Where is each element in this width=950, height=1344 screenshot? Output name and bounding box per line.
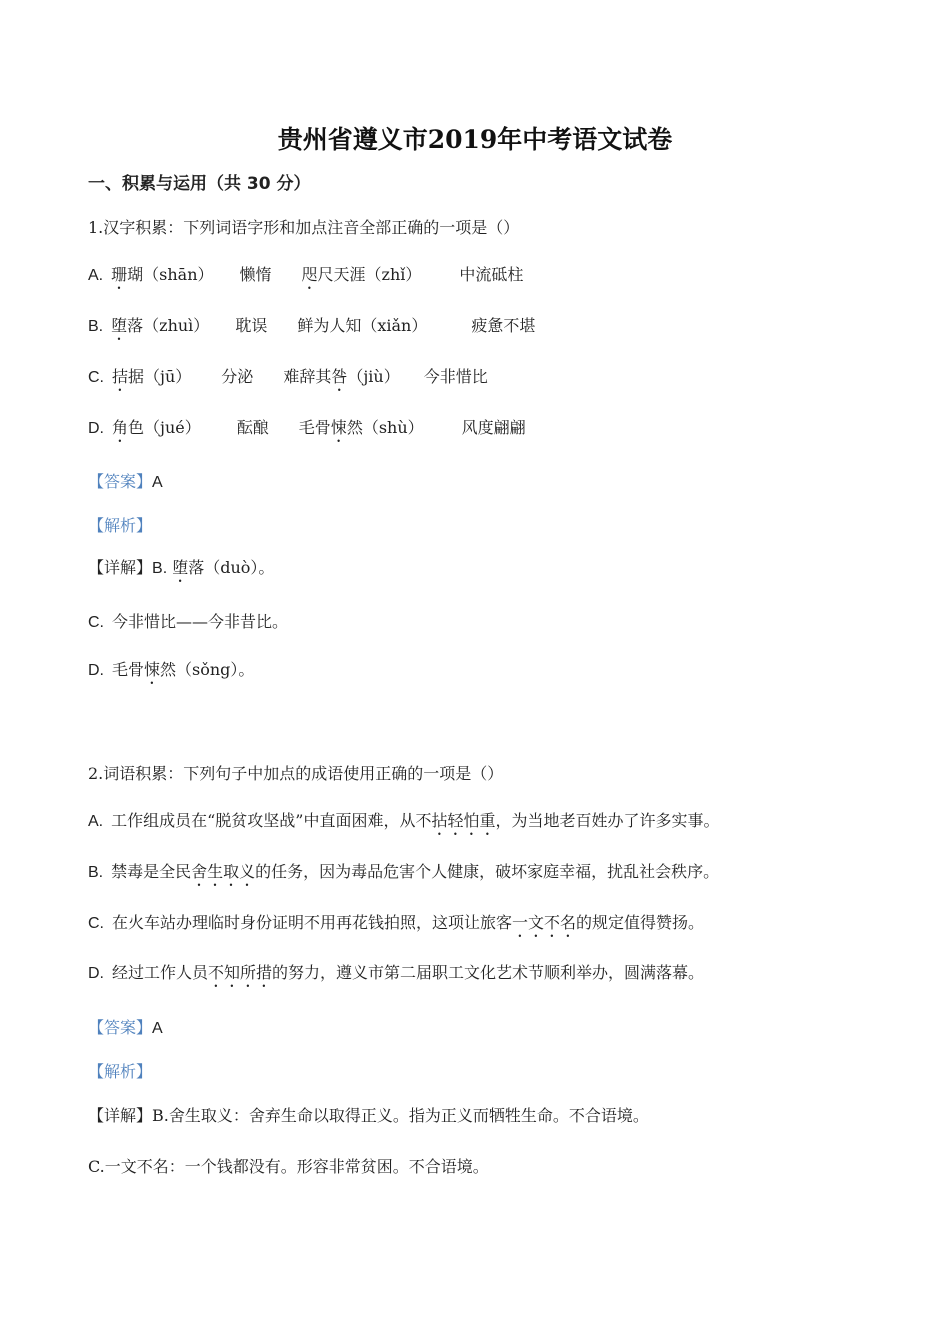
detail-label: D.	[88, 662, 104, 679]
dotted-idiom: 一文不名	[512, 913, 577, 932]
dotted-idiom: 不知所措	[208, 963, 273, 982]
dotted-char: 悚	[144, 660, 161, 679]
q1-detail-b	[88, 558, 274, 586]
option-text: 风度翩翩	[461, 418, 526, 437]
q1-stem: 1.汉字积累：下列词语字形和加点注音全部正确的一项是（）	[88, 218, 520, 237]
dotted-char: 珊	[111, 265, 128, 284]
dotted-char: 堕	[172, 558, 189, 577]
dotted-char: 堕	[111, 316, 128, 335]
option-text: 然（shù）	[346, 418, 424, 437]
option-text: 色（jué）	[128, 418, 201, 437]
q2-analysis-tag: 【解析】	[88, 1062, 153, 1081]
page-title: 贵州省遵义市2019年中考语文试卷	[277, 125, 673, 154]
q1-analysis-tag: 【解析】	[88, 516, 153, 535]
option-text: 的规定值得赞扬。	[576, 913, 705, 932]
option-text: xiǎn	[377, 316, 412, 335]
option-text: 毛骨	[298, 418, 331, 437]
q1-option-b	[88, 316, 535, 344]
answer-tag: 【答案】	[88, 472, 153, 491]
dotted-char: 咎	[331, 367, 348, 386]
dotted-idiom: 拈轻怕重	[431, 811, 496, 830]
detail-text: 今非惜比——今非昔比。	[112, 612, 289, 631]
q1-answer	[88, 472, 163, 493]
detail-label: B.	[152, 560, 168, 577]
detail-tag: 【详解】	[88, 558, 153, 577]
option-text: 懒惰	[239, 265, 272, 284]
option-text: 难辞其	[283, 367, 332, 386]
option-label: C.	[88, 369, 104, 386]
detail-text: 落（duò）。	[188, 558, 275, 577]
dotted-char: 悚	[330, 418, 347, 437]
detail-text: 毛骨	[112, 660, 145, 679]
option-text: 疲惫不堪	[471, 316, 536, 335]
option-label: D.	[88, 420, 104, 437]
answer-value: A	[152, 474, 163, 491]
option-label: D.	[88, 965, 104, 982]
dotted-idiom: 舍生取义	[191, 862, 256, 881]
q1-option-d	[88, 418, 526, 446]
q1-option-a	[88, 265, 523, 293]
option-label: A.	[88, 813, 104, 830]
option-text: 鲜为人知（	[297, 316, 378, 335]
answer-tag: 【答案】	[88, 1018, 153, 1037]
dotted-char: 角	[112, 418, 129, 437]
option-text: ，为当地老百姓办了许多实事。	[495, 811, 720, 830]
detail-text: B.舍生取义：舍弃生命以取得正义。指为正义而牺牲生命。不合语境。	[152, 1106, 649, 1125]
option-text: 中流砥柱	[459, 265, 524, 284]
option-text: 分泌	[221, 367, 254, 386]
option-label: B.	[88, 318, 104, 335]
option-label: A.	[88, 267, 104, 284]
q2-answer	[88, 1018, 163, 1039]
option-label: C.	[88, 915, 104, 932]
q1-detail-c	[88, 612, 288, 633]
answer-value: A	[152, 1020, 163, 1037]
q1-detail-d	[88, 660, 254, 688]
q2-option-b	[88, 862, 719, 890]
q2-option-c	[88, 913, 704, 941]
dotted-char: 咫	[301, 265, 318, 284]
dotted-char: 拮	[112, 367, 129, 386]
detail-text: 然（sǒng）。	[160, 660, 255, 679]
option-text: ）	[411, 316, 428, 335]
q1-option-c	[88, 367, 488, 395]
option-text: 工作组成员在“脱贫攻坚战”中直面困难，从不	[111, 811, 432, 830]
detail-label: C.	[88, 614, 104, 631]
option-text: 的任务，因为毒品危害个人健康，破坏家庭幸福，扰乱社会秩序。	[255, 862, 720, 881]
q2-option-a	[88, 811, 720, 839]
option-text: 的努力，遵义市第二届职工文化艺术节顺利举办，圆满落幕。	[272, 963, 705, 982]
q2-stem: 2.词语积累：下列句子中加点的成语使用正确的一项是（）	[88, 764, 504, 783]
option-text: 今非惜比	[423, 367, 488, 386]
option-text: 据（jū）	[128, 367, 192, 386]
option-text: （jiù）	[347, 367, 400, 386]
section-heading: 一、积累与运用（共 30 分）	[88, 174, 311, 194]
q2-detail-c: C.一文不名：一个钱都没有。形容非常贫困。不合语境。	[88, 1157, 489, 1176]
option-text: 经过工作人员	[112, 963, 209, 982]
option-text: 禁毒是全民	[111, 862, 192, 881]
q2-detail-b	[88, 1106, 649, 1126]
option-text: 耽误	[235, 316, 268, 335]
option-text: 在火车站办理临时身份证明不用再花钱拍照，这项让旅客	[112, 913, 513, 932]
option-text: 瑚（shān）	[127, 265, 214, 284]
q2-option-d	[88, 963, 704, 991]
option-text: 落（zhuì）	[127, 316, 210, 335]
option-text: 尺天涯（zhǐ）	[317, 265, 422, 284]
option-text: 酝酿	[236, 418, 269, 437]
option-label: B.	[88, 864, 104, 881]
detail-tag: 【详解】	[88, 1106, 153, 1125]
